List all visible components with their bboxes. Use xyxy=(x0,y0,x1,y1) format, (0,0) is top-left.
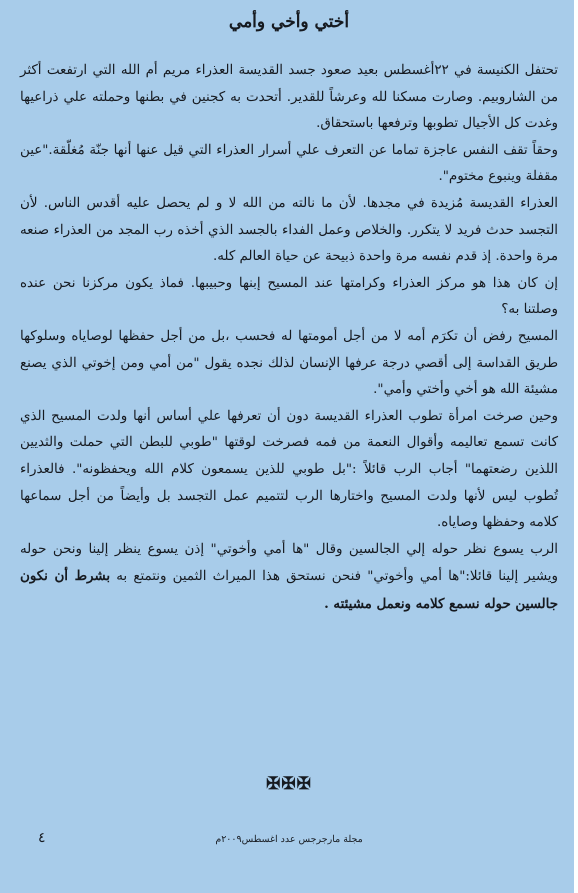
paragraph-1: تحتفل الكنيسة في ٢٢أغسطس بعيد صعود جسد القديسة العذراء مريم أم الله التي ارتفعت أكثر من الشاروبيم. وصارت مسكنا لله وعرشاً للقدير. أتحدت به كجنين في بطنها وحملته علي ذراعيها وغدت كل الأجيال تطوبها وترفعها باستحقاق. xyxy=(20,63,558,132)
paragraph-4: إن كان هذا هو مركز العذراء وكرامتها عند المسيح إبنها وحبيبها. فماذ يكون مركزنا نحن عنده وصلتنا به؟ xyxy=(20,275,558,318)
paragraph-7-text: الرب يسوع نظر حوله إلي الجالسين وقال "ها أمي وأخوتي" إذن يسوع ينظر إلينا ونحن حوله ويشير إلينا قائلا:"ها أمي وأخوتي" فنحن نستحق هذا الميراث الثمين ونتمتع به xyxy=(20,541,558,585)
journal-name: مجلة مارجرجس عدد اغسطس٢٠٠٩م xyxy=(215,834,363,845)
page-number: ٤ xyxy=(38,830,46,846)
paragraph-2: وحقاً تقف النفس عاجزة تماما عن التعرف علي أسرار العذراء التي قيل عنها أنها جنّة مُغلّقة."عين مقفلة وينبوع مختوم". xyxy=(20,142,558,185)
paragraph-6: وحين صرخت امرأة تطوب العذراء القديسة دون أن تعرفها علي أساس أنها ولدت المسيح الذي كانت تسمع تعاليمه وأقوال النعمة من فمه فصرخت لوقتها "طوبي للبطن التي حملت والثديين اللذين رضعتهما" أجاب الرب قائلاً :"بل طوبي للذين يسمعون كلام الله ويحفظونه". فالعذراء تُطوب ليس لأنها ولدت المسيح واختارها الرب لتتميم عمل التجسد بل وأيضاً من أجل سماعها كلامه وحفظها وصاياه. xyxy=(20,408,558,531)
page-edge xyxy=(574,0,578,893)
crosses-ornament: ✠✠✠ xyxy=(266,774,312,794)
paragraph-7 xyxy=(20,537,558,619)
article-title: أختي وأخي وأمي xyxy=(228,12,350,32)
paragraph-3: العذراء القديسة مُزيدة في مجدها. لأن ما نالته من الله لا و لم يحصل عليه أقدس الناس. لأن التجسد حدث فريد لا يتكرر. والخلاص وعمل الفداء بالجسد الذي أخذه رب المجد من العذراء صنعه مرة واحدة. إذ قدم نفسه مرة واحدة ذبيحة عن حياة العالم كله. xyxy=(20,195,558,265)
paragraph-5: المسيح رفض أن تكرَم أمه لا من أجل أمومتها له فحسب ،بل من أجل حفظها لوصاياه وسلوكها طريق القداسة إلى أقصي درجة عرفها الإنسان لذلك نجده يقول "من أمي ومن إخوتي الذي يصنع مشيئة الله هو أخي وأختي وأمي". xyxy=(20,328,558,398)
page-footer xyxy=(0,832,578,852)
article-body xyxy=(20,58,558,618)
closing-bold-text: بشرط أن نكون جالسين حوله نسمع كلامه ونعمل مشيئته . xyxy=(20,568,558,612)
